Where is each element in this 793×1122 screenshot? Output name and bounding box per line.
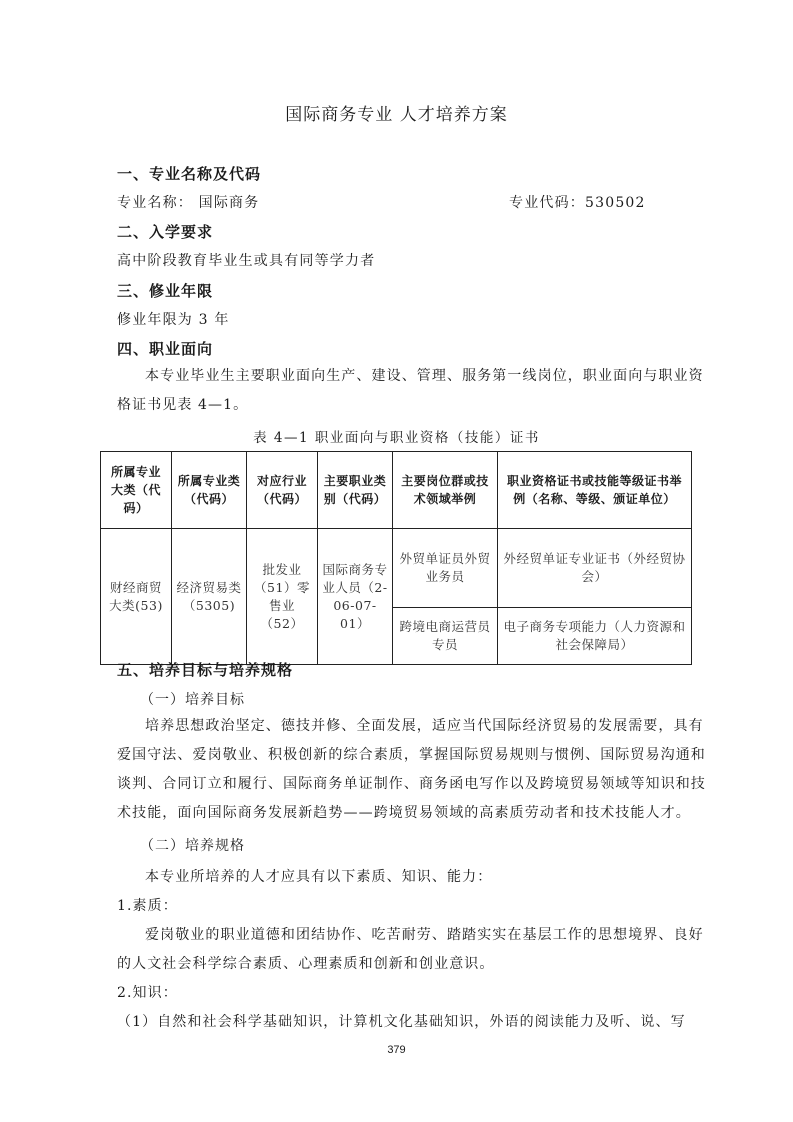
quality-paragraph: 爱岗敬业的职业道德和团结协作、吃苦耐劳、踏踏实实在基层工作的思想境界、良好的人文社会科学综合素质、心理素质和创新和创业意识。: [117, 927, 704, 972]
table-caption: 表 4—1 职业面向与职业资格（技能）证书: [253, 430, 540, 446]
header-cell: 对应行业（代码）: [247, 452, 318, 529]
section-heading-3: 三、修业年限: [117, 282, 214, 300]
duration-text: 修业年限为 3 年: [117, 312, 230, 328]
spec-intro: 本专业所培养的人才应具有以下素质、知识、能力：: [145, 869, 493, 885]
knowledge-item-1: （1）自然和社会科学基础知识，计算机文化基础知识，外语的阅读能力及听、说、写: [117, 1014, 686, 1030]
table-cell: 财经商贸大类(53): [101, 529, 172, 665]
section-heading-2: 二、入学要求: [117, 223, 214, 241]
major-code: 专业代码：530502: [509, 195, 646, 211]
page-number: 379: [387, 1044, 406, 1056]
header-cell: 主要岗位群或技术领域举例: [393, 452, 498, 529]
header-cell: 主要职业类别（代码）: [318, 452, 393, 529]
table-cell: 外经贸单证专业证书（外经贸协会）: [498, 529, 692, 608]
section-heading-5: 五、培养目标与培养规格: [117, 661, 294, 679]
table-cell: 批发业（51）零售业（52）: [247, 529, 318, 665]
major-name: 专业名称： 国际商务: [117, 195, 260, 211]
table-header-row: [101, 452, 692, 529]
goal-paragraph: 培养思想政治坚定、德技并修、全面发展，适应当代国际经济贸易的发展需要，具有爱国守法、爱岗敬业、积极创新的综合素质，掌握国际贸易规则与惯例、国际贸易沟通和谈判、合同订立和履行、国际商务单证制作、商务函电写作以及跨境贸易领域等知识和技术技能，面向国际商务发展新趋势——跨境贸易领域的高素质劳动者和技术技能人才。: [117, 718, 706, 821]
header-cell: 职业资格证书或技能等级证书举例（名称、等级、颁证单位）: [498, 452, 692, 529]
admission-text: 高中阶段教育毕业生或具有同等学力者: [117, 253, 376, 269]
page-title: 国际商务专业 人才培养方案: [285, 105, 508, 125]
table-cell: 国际商务专业人员（2-06-07-01）: [318, 529, 393, 665]
table-cell: 外贸单证员外贸业务员: [393, 529, 498, 608]
header-cell: 所属专业大类（代码）: [101, 452, 172, 529]
section-heading-4: 四、职业面向: [117, 340, 214, 358]
table-cell: 电子商务专项能力（人力资源和社会保障局）: [498, 608, 692, 665]
table-cell: 经济贸易类（5305): [172, 529, 247, 665]
knowledge-label: 2.知识：: [117, 985, 178, 1001]
career-table: [100, 451, 692, 665]
section-heading-1: 一、专业名称及代码: [117, 165, 262, 183]
subheading-goal: （一）培养目标: [140, 692, 245, 708]
subheading-spec: （二）培养规格: [140, 838, 245, 854]
table-cell: 跨境电商运营员专员: [393, 608, 498, 665]
header-cell: 所属专业类（代码）: [172, 452, 247, 529]
quality-label: 1.素质：: [117, 898, 178, 914]
career-paragraph: 本专业毕业生主要职业面向生产、建设、管理、服务第一线岗位，职业面向与职业资格证书见表 4—1。: [117, 368, 704, 413]
table-row: [101, 529, 692, 608]
